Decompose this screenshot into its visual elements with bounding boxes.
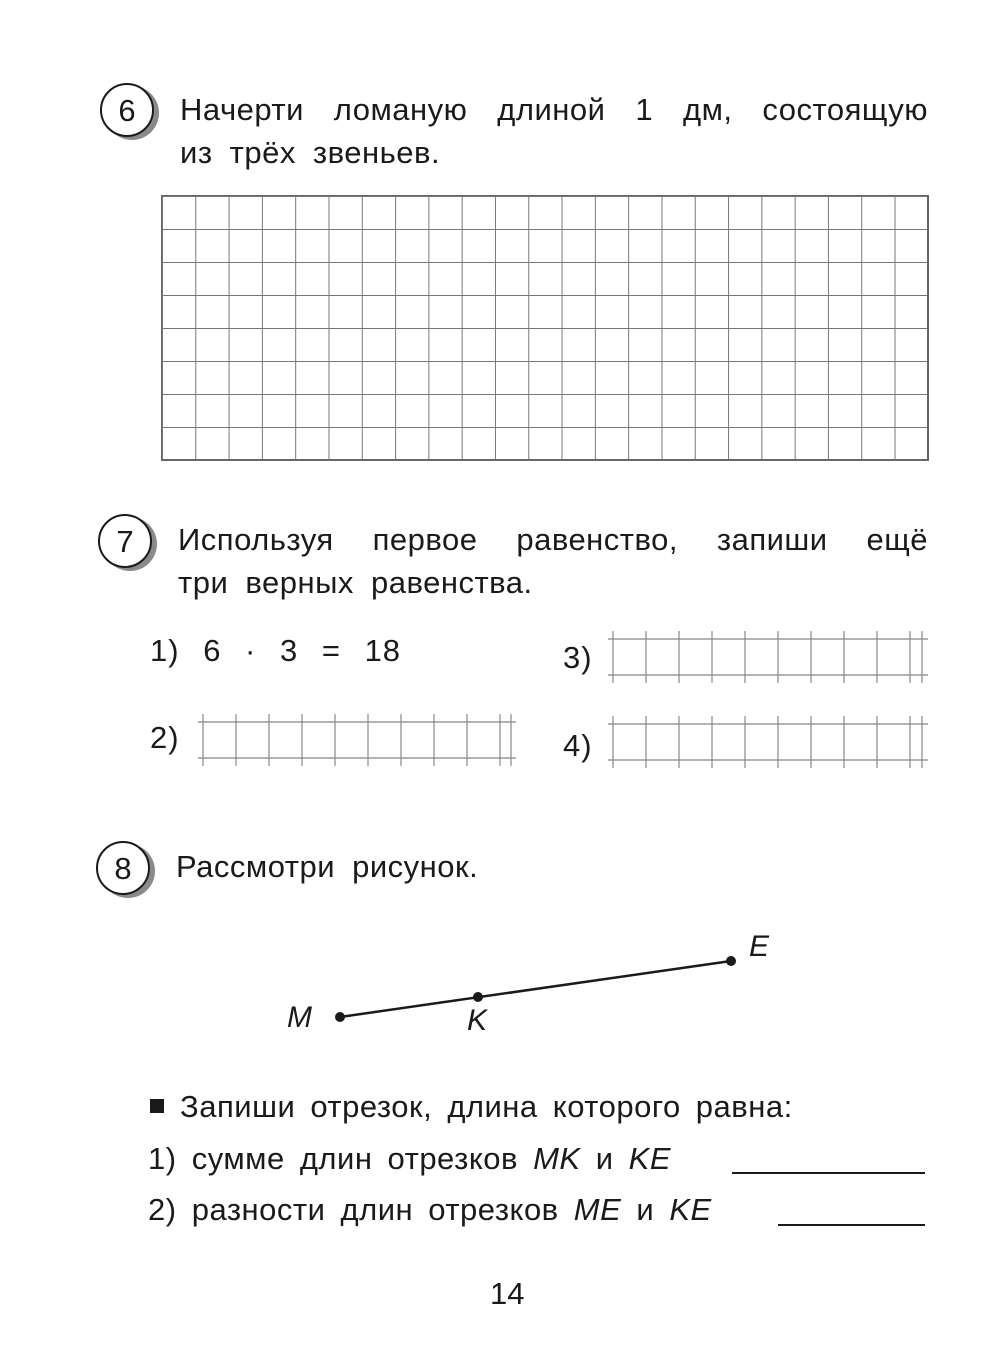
point-m-label: M — [287, 1001, 312, 1034]
equation-4-label: 4) — [563, 728, 593, 763]
item-1-text: сумме длин отрезков — [191, 1141, 518, 1176]
item-1-segment-1: MK — [533, 1141, 581, 1176]
task-6-line-2: из трёх звеньев. — [180, 135, 441, 170]
item-2-text: разности длин отрезков — [191, 1192, 559, 1227]
item-2-segment-1: ME — [573, 1192, 622, 1227]
item-2-number: 2) — [148, 1192, 177, 1227]
point-e-label: E — [749, 930, 770, 963]
task-7-line-2: три верных равенства. — [178, 565, 533, 600]
task-number: 7 — [116, 523, 134, 559]
segment-me — [340, 961, 731, 1017]
task-6-line-1: Начерти ломаную длиной 1 дм, состоящую — [180, 92, 928, 127]
item-1-answer-line[interactable] — [732, 1172, 925, 1174]
point-e — [726, 956, 736, 966]
equation-1-expression: 6 · 3 = 18 — [203, 633, 402, 668]
equation-3-label: 3) — [563, 640, 593, 675]
task-8-instruction — [150, 1089, 793, 1125]
bullet-square-icon — [150, 1099, 164, 1113]
point-k-label: K — [467, 1004, 488, 1037]
equation-2-label: 2) — [150, 720, 180, 755]
instruction-text: Запиши отрезок, длина которого равна: — [180, 1089, 793, 1124]
item-1-and: и — [595, 1141, 614, 1176]
page-number: 14 — [490, 1276, 525, 1311]
item-2-and: и — [636, 1192, 655, 1227]
task-8-item-2 — [148, 1192, 712, 1228]
item-2-answer-line[interactable] — [778, 1224, 925, 1226]
item-1-number: 1) — [148, 1141, 177, 1176]
equation-1-label: 1) — [150, 633, 180, 668]
point-k — [473, 992, 483, 1002]
item-1-segment-2: KE — [628, 1141, 672, 1176]
task-8-line-1: Рассмотри рисунок. — [176, 849, 479, 884]
point-m — [335, 1012, 345, 1022]
task-8-item-1 — [148, 1141, 671, 1177]
task-number: 6 — [118, 92, 136, 128]
task-7-line-1: Используя первое равенство, запиши ещё — [178, 522, 928, 557]
task-number: 8 — [114, 850, 132, 886]
item-2-segment-2: KE — [669, 1192, 712, 1227]
